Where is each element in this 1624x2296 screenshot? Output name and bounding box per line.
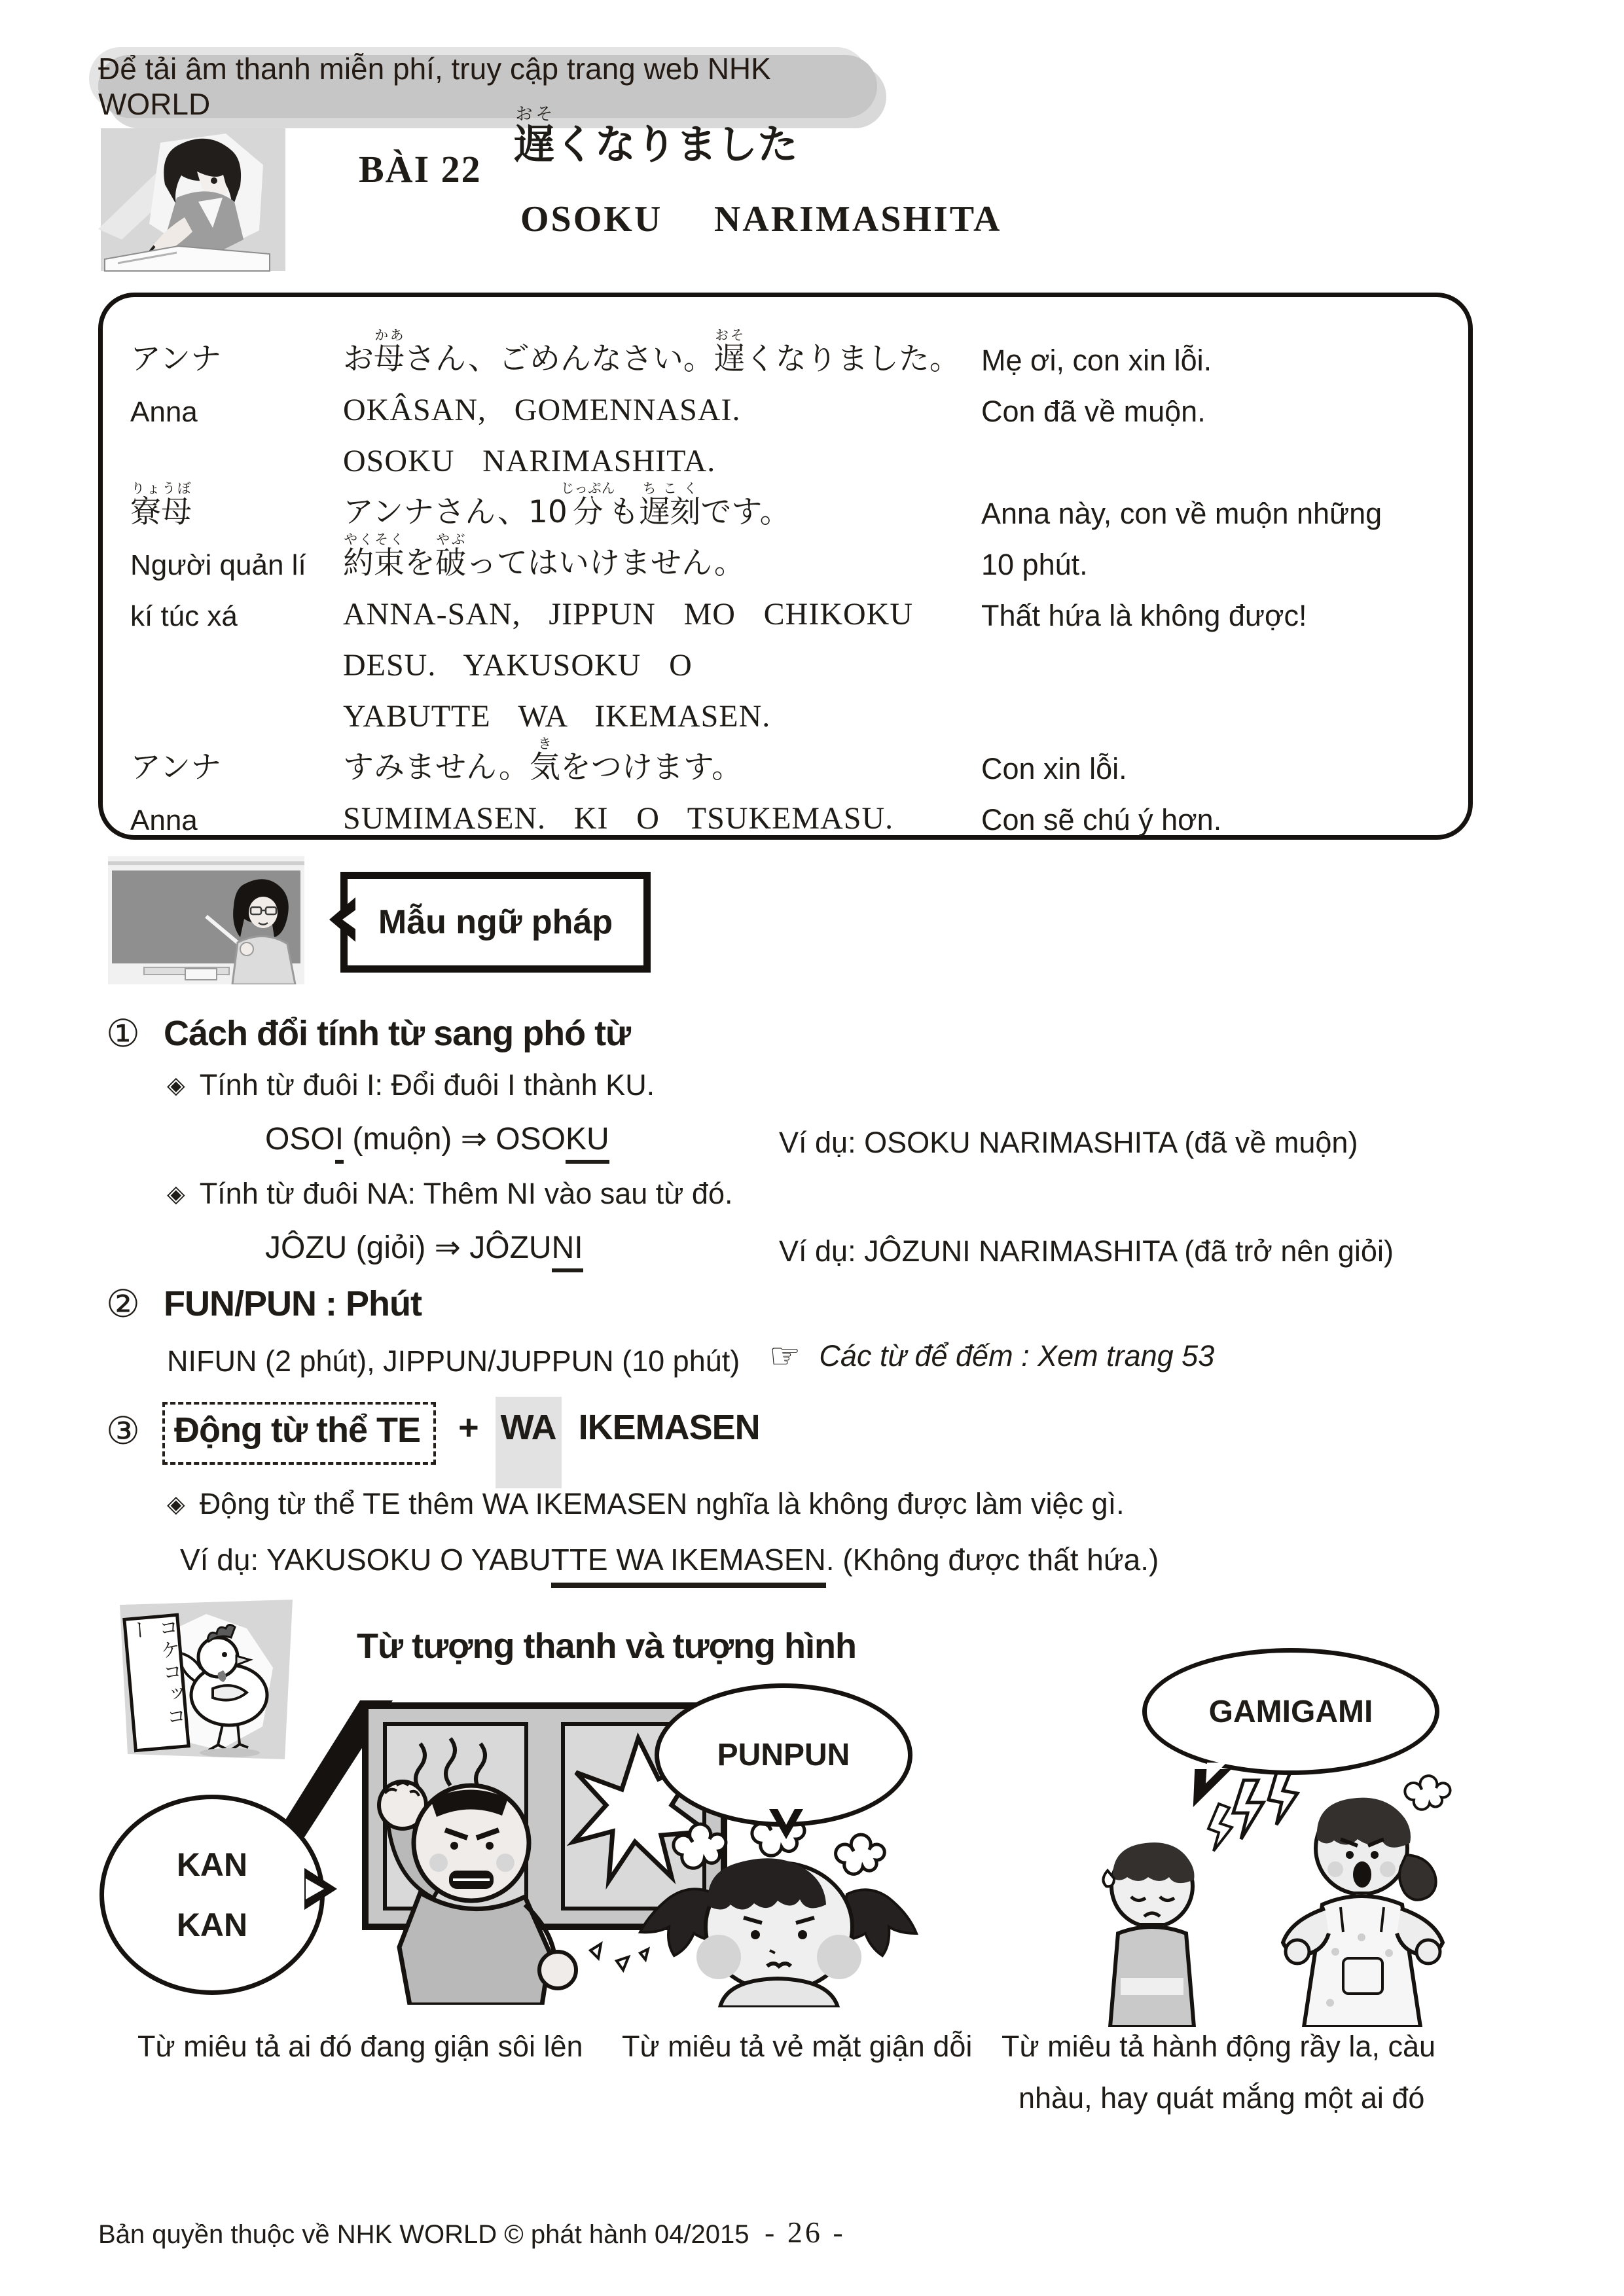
dialog-line xyxy=(130,632,1455,683)
section-3-title-rest: IKEMASEN xyxy=(578,1408,760,1447)
dialog-line xyxy=(130,734,1455,785)
section-3-example xyxy=(180,1542,1159,1577)
girl-writing-illustration xyxy=(98,124,289,275)
example-text: OSO xyxy=(265,1122,335,1157)
dialog-line-text: アンナさん、10分じっぷんも遅刻ちこくです。 xyxy=(343,480,791,531)
section-3-bullet-1-text: Động từ thể TE thêm WA IKEMASEN nghĩa là không được làm việc gì. xyxy=(199,1487,1125,1520)
example-text: Ví dụ: YAKUSOKU O YABU xyxy=(180,1543,551,1577)
pointing-hand-icon: ☞ xyxy=(769,1335,801,1376)
underlined-text: NI xyxy=(552,1230,583,1272)
section-1-heading xyxy=(106,1011,630,1056)
punpun-speech-bubble xyxy=(655,1683,912,1827)
dialog-speaker: 寮母りょうぼ xyxy=(130,480,192,531)
dialog-line-text: DESU. YAKUSOKU O xyxy=(343,648,693,683)
dialog-speaker: Người quản lí xyxy=(130,548,306,581)
dialog-line-text: 約束やくそくを破やぶってはいけません。 xyxy=(343,531,745,582)
header-note-text: Để tải âm thanh miễn phí, truy cập trang web NHK WORLD xyxy=(98,52,771,121)
chicken-speech-bubble xyxy=(122,1613,190,1753)
section-2-line: NIFUN (2 phút), JIPPUN/JUPPUN (10 phút) xyxy=(167,1344,740,1378)
lesson-title-romaji: OSOKU NARIMASHITA xyxy=(520,199,1002,240)
dialog-line xyxy=(130,326,1455,377)
dialog-translation: Con sẽ chú ý hơn. xyxy=(981,802,1222,836)
dialog-translation: Anna này, con về muộn những xyxy=(981,496,1382,530)
section-2-title: FUN/PUN : Phút xyxy=(164,1284,422,1323)
kankan-word-line1: KAN xyxy=(176,1846,248,1883)
section-1-title: Cách đổi tính từ sang phó từ xyxy=(164,1014,631,1053)
dialog-translation: Con xin lỗi. xyxy=(981,751,1127,785)
caption-gamigami xyxy=(1001,2021,1435,2125)
section-1-example-2 xyxy=(265,1229,583,1266)
dialog-line xyxy=(130,479,1455,530)
dialog-rows xyxy=(130,326,1455,836)
section-1-bullet-2-text: Tính từ đuôi NA: Thêm NI vào sau từ đó. xyxy=(199,1177,733,1210)
footer-page-number: - 26 - xyxy=(765,2215,846,2249)
grammar-header-label: Mẫu ngữ pháp xyxy=(378,903,613,941)
underlined-text: TTE WA IKEMASEN xyxy=(551,1543,826,1588)
dialog-line xyxy=(130,785,1455,836)
diamond-bullet-icon: ◈ xyxy=(167,1490,185,1518)
dialog-speaker: Anna xyxy=(130,395,198,428)
lesson-title-japanese: 遅おそくなりました xyxy=(514,105,799,168)
example-text: . (Không được thất hứa.) xyxy=(825,1543,1159,1577)
dialog-line-text: お母かあさん、ごめんなさい。遅おそくなりました。 xyxy=(343,327,960,378)
kankan-speech-bubble xyxy=(99,1795,325,1995)
teacher-blackboard-illustration xyxy=(108,856,304,984)
section-3-wa-highlight: WA xyxy=(501,1402,556,1448)
dialog-translation: Mẹ ơi, con xin lỗi. xyxy=(981,343,1212,377)
underlined-text: I xyxy=(335,1122,344,1164)
dialog-line-text: OSOKU NARIMASHITA. xyxy=(343,444,716,479)
dialog-line-text: ANNA-SAN, JIPPUN MO CHIKOKU xyxy=(343,597,913,632)
dialog-translation: Thất hứa là không được! xyxy=(981,598,1307,632)
section-1-bullet-1 xyxy=(167,1068,655,1102)
section-3-bullet-1 xyxy=(167,1487,1125,1521)
dialog-line-text: OKÂSAN, GOMENNASAI. xyxy=(343,393,741,428)
section-1-example-1 xyxy=(265,1121,609,1157)
onomatopoeia-title: Từ tượng thanh và tượng hình xyxy=(357,1626,856,1666)
section-1-bullet-2 xyxy=(167,1177,732,1211)
footer-copyright: Bản quyền thuộc về NHK WORLD © phát hành 04/2015 xyxy=(98,2220,749,2249)
section-1-example-2-note: Ví dụ: JÔZUNI NARIMASHITA (đã trở nên giỏi) xyxy=(779,1234,1394,1268)
dialog-speaker: kí túc xá xyxy=(130,600,238,632)
caption-gamigami-line1: Từ miêu tả hành động rầy la, càu xyxy=(1001,2030,1436,2063)
caption-kankan: Từ miêu tả ai đó đang giận sôi lên xyxy=(137,2030,583,2063)
dialog-translation: 10 phút. xyxy=(981,547,1088,581)
caption-punpun: Từ miêu tả vẻ mặt giận dỗi xyxy=(622,2030,973,2063)
gamigami-speech-bubble xyxy=(1142,1648,1439,1775)
kankan-word-line2: KAN xyxy=(176,1907,248,1943)
dialog-speaker: アンナ xyxy=(130,341,222,378)
lesson-number: BÀI 22 xyxy=(359,148,482,190)
section-1-number: ① xyxy=(106,1011,140,1056)
dialog-line xyxy=(130,428,1455,479)
dialog-speaker: Anna xyxy=(130,804,198,836)
caption-gamigami-line2: nhàu, hay quát mắng một ai đó xyxy=(1019,2081,1425,2115)
dialog-line-text: すみません。気きをつけます。 xyxy=(343,736,743,786)
gamigami-word: GAMIGAMI xyxy=(1208,1694,1373,1729)
dialog-line-text: YABUTTE WA IKEMASEN. xyxy=(343,699,771,734)
section-1-bullet-1-text: Tính từ đuôi I: Đổi đuôi I thành KU. xyxy=(199,1068,655,1102)
section-2-heading xyxy=(106,1282,422,1326)
plus-sign: + xyxy=(458,1408,478,1447)
dialog-line xyxy=(130,530,1455,581)
underlined-text: KU xyxy=(566,1122,609,1164)
dialog-line xyxy=(130,683,1455,734)
section-1-example-1-note: Ví dụ: OSOKU NARIMASHITA (đã về muộn) xyxy=(779,1126,1358,1159)
dialog-translation: Con đã về muộn. xyxy=(981,394,1206,428)
punpun-word: PUNPUN xyxy=(717,1738,850,1772)
section-3-boxed-term: Động từ thể TE xyxy=(162,1402,436,1465)
section-2-reference-text: Các từ để đếm : Xem trang 53 xyxy=(819,1338,1215,1372)
dialog-line xyxy=(130,377,1455,428)
example-text: (muộn) ⇒ OSO xyxy=(344,1122,566,1157)
example-text: JÔZU (giỏi) ⇒ JÔZU xyxy=(265,1230,552,1265)
dialog-speaker: アンナ xyxy=(130,749,222,786)
dialog-line xyxy=(130,581,1455,632)
dialog-line-text: SUMIMASEN. KI O TSUKEMASU. xyxy=(343,801,894,836)
section-3-number: ③ xyxy=(106,1408,140,1453)
section-3-heading xyxy=(106,1402,760,1465)
dialog-box xyxy=(98,293,1473,840)
mother-scolding-boy-illustration xyxy=(1047,1762,1519,2027)
section-2-number: ② xyxy=(106,1282,140,1326)
diamond-bullet-icon: ◈ xyxy=(167,1180,185,1208)
diamond-bullet-icon: ◈ xyxy=(167,1071,185,1099)
grammar-header-bubble xyxy=(340,872,651,973)
chicken-cry-text: コケコッコー xyxy=(125,1616,187,1730)
section-2-reference xyxy=(769,1335,1214,1376)
